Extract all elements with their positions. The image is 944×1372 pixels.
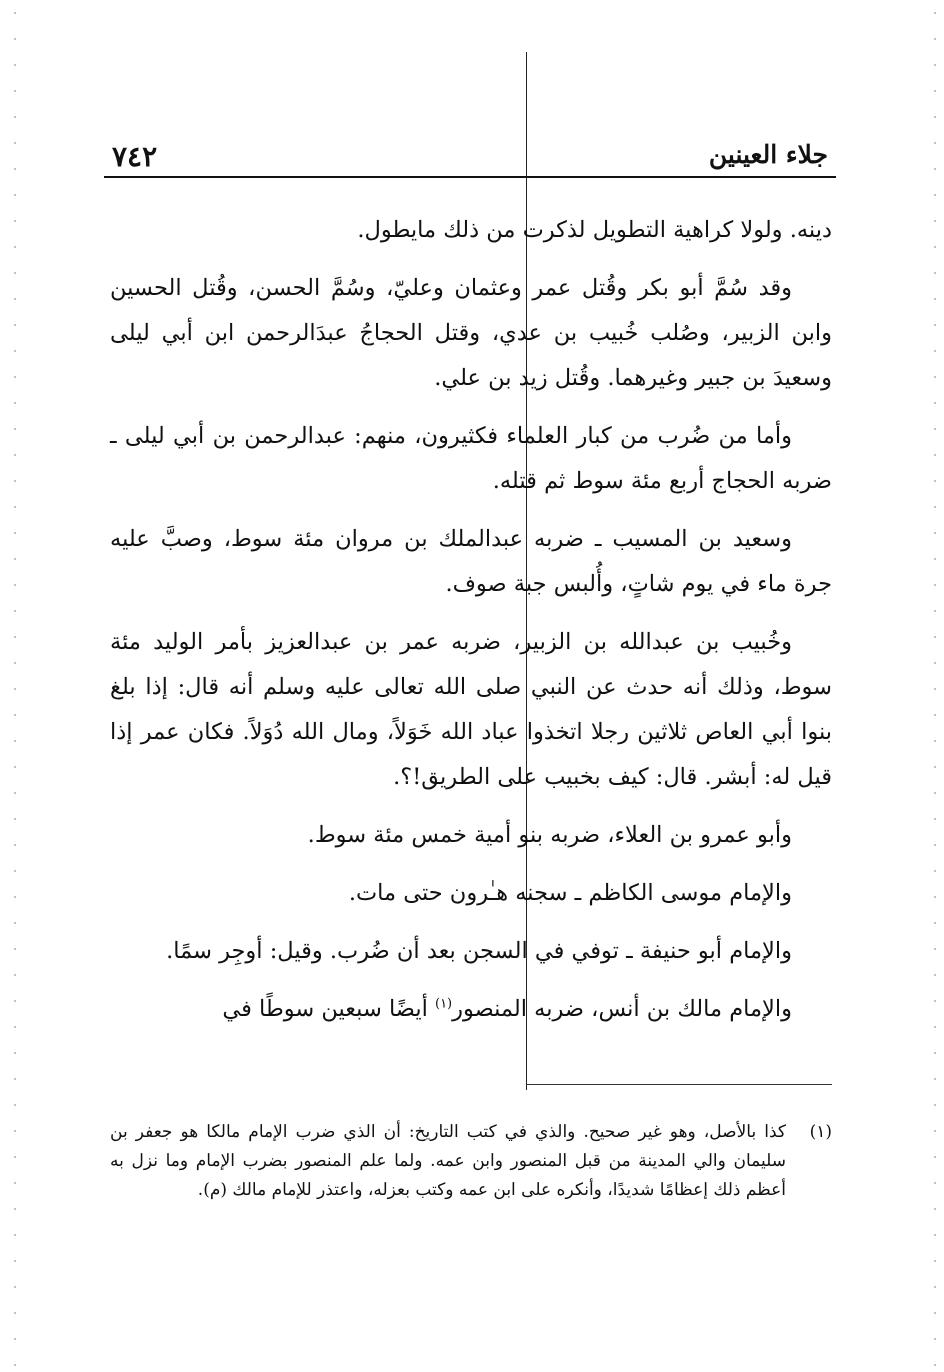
running-title: جلاء العينين: [708, 140, 828, 169]
scan-dots-left: [14, 0, 16, 1372]
last-paragraph-text: والإمام مالك بن أنس، ضربه المنصور: [452, 996, 792, 1022]
paragraph: وأبو عمرو بن العلاء، ضربه بنو أمية خمس مئة سوط.: [307, 822, 792, 848]
page-number: ٧٤٢: [112, 140, 158, 173]
last-paragraph: [110, 987, 832, 1032]
footnote-text: كذا بالأصل، وهو غير صحيح. والذي في كتب التاريخ: أن الذي ضرب الإمام مالكا هو جعفر بن سليمان والي المدينة من قبل المنصور وابن عمه. ولما علم المنصور بضرب الإمام وما نزل به أعظم ذلك إعظامًا شديدًا، وأنكره على ابن عمه وكتب بعزله، واعتذر للإمام مالك (م).: [110, 1122, 786, 1200]
page-header: [104, 136, 836, 178]
footnote-marker: (١): [809, 1122, 832, 1142]
footnote-reference[interactable]: (١): [434, 996, 453, 1012]
scan-dots-right: [934, 0, 936, 1372]
paragraph: دينه. ولولا كراهية التطويل لذكرت من ذلك مايطول.: [357, 217, 832, 243]
footnote-separator: [526, 1084, 832, 1085]
paragraph: وسعيد بن المسيب ـ ضربه عبدالملك بن مروان مئة سوط، وصبَّ عليه جرة ماء في يوم شاتٍ، وأُلبس جبة صوف.: [110, 526, 832, 597]
paragraph: وقد سُمَّ أبو بكر وقُتل عمر وعثمان وعليّ، وسُمَّ الحسن، وقُتل الحسين وابن الزبير، وصُلب خُبيب بن عدي، وقتل الحجاجُ عبدَالرحمن ابن أبي ليلى وسعيدَ بن جبير وغيرهما. وقُتل زيد بن علي.: [110, 275, 832, 391]
footnote: [110, 1118, 832, 1205]
last-paragraph-continuation: أيضًا سبعين سوطًا في: [222, 996, 435, 1022]
paragraph: وخُبيب بن عبدالله بن الزبير، ضربه عمر بن عبدالعزيز بأمر الوليد مئة سوط، وذلك أنه حدث عن النبي صلى الله تعالى عليه وسلم أنه قال: إذا بلغ بنوا أبي العاص ثلاثين رجلا اتخذوا عباد الله خَوَلاً، ومال الله دُوَلاً. فكان عمر إذا قيل له: أبشر. قال: كيف بخبيب على الطريق!؟.: [110, 629, 832, 790]
footnotes: [110, 1118, 832, 1205]
main-text: [110, 208, 832, 1045]
paragraph: والإمام موسى الكاظم ـ سجنه هـٰرون حتى مات.: [348, 880, 792, 906]
paragraph: وأما من ضُرب من كبار العلماء فكثيرون، منهم: عبدالرحمن بن أبي ليلى ـ ضربه الحجاج أربع مئة سوط ثم قتله.: [110, 423, 832, 494]
paragraph: والإمام أبو حنيفة ـ توفي في السجن بعد أن ضُرب. وقيل: أوجِر سمًا.: [166, 938, 792, 964]
